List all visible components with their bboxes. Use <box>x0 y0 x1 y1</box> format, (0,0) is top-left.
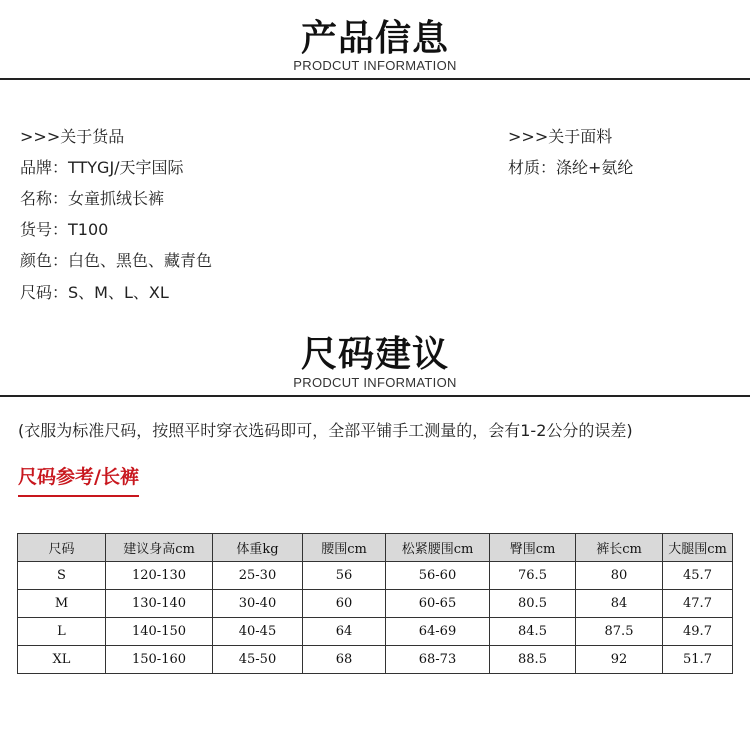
table-cell: 120-130 <box>106 562 213 590</box>
table-cell: 45-50 <box>213 646 303 674</box>
table-cell: 25-30 <box>213 562 303 590</box>
brand-line: 品牌：TTYGJ/天宇国际 <box>20 158 184 177</box>
size-table <box>17 533 733 674</box>
table-header-cell: 建议身高cm <box>106 534 213 562</box>
product-info-title: 产品信息 <box>300 18 449 59</box>
table-cell: 87.5 <box>576 618 663 646</box>
table-cell: 150-160 <box>106 646 213 674</box>
table-header-cell: 尺码 <box>18 534 106 562</box>
fabric-heading: >>>关于面料 <box>508 127 613 146</box>
table-header-cell: 体重kg <box>213 534 303 562</box>
table-cell: 56 <box>303 562 386 590</box>
item-number-line: 货号：T100 <box>20 220 109 239</box>
table-header-cell: 臀围cm <box>490 534 576 562</box>
table-cell: 130-140 <box>106 590 213 618</box>
table-cell: 60-65 <box>386 590 490 618</box>
section-divider <box>0 395 750 397</box>
measurement-note: (衣服为标准尺码，按照平时穿衣选码即可，全部平铺手工测量的，会有1-2公分的误差) <box>18 421 633 440</box>
size-advice-subtitle: PRODCUT INFORMATION <box>293 375 457 390</box>
table-cell: 68-73 <box>386 646 490 674</box>
table-cell: 47.7 <box>663 590 733 618</box>
table-cell: 68 <box>303 646 386 674</box>
table-cell: M <box>18 590 106 618</box>
size-reference-title: 尺码参考/长裤 <box>18 462 139 497</box>
size-line: 尺码：S、M、L、XL <box>20 283 169 302</box>
table-cell: 49.7 <box>663 618 733 646</box>
table-cell: 140-150 <box>106 618 213 646</box>
table-cell: 84 <box>576 590 663 618</box>
table-header-cell: 大腿围cm <box>663 534 733 562</box>
table-cell: 84.5 <box>490 618 576 646</box>
table-header-cell: 松紧腰围cm <box>386 534 490 562</box>
material-line: 材质：涤纶+氨纶 <box>508 158 634 177</box>
table-cell: 45.7 <box>663 562 733 590</box>
table-cell: 64 <box>303 618 386 646</box>
table-cell: 51.7 <box>663 646 733 674</box>
table-row <box>18 590 733 618</box>
table-cell: 80.5 <box>490 590 576 618</box>
table-cell: 64-69 <box>386 618 490 646</box>
product-info-subtitle: PRODCUT INFORMATION <box>293 58 457 73</box>
name-line: 名称：女童抓绒长裤 <box>20 189 165 208</box>
table-row <box>18 646 733 674</box>
goods-heading: >>>关于货品 <box>20 127 125 146</box>
table-cell: 92 <box>576 646 663 674</box>
table-cell: 40-45 <box>213 618 303 646</box>
table-cell: 76.5 <box>490 562 576 590</box>
table-header-row <box>18 534 733 562</box>
color-line: 颜色：白色、黑色、藏青色 <box>20 251 213 270</box>
table-header-cell: 裤长cm <box>576 534 663 562</box>
table-cell: 60 <box>303 590 386 618</box>
table-header-cell: 腰围cm <box>303 534 386 562</box>
table-cell: S <box>18 562 106 590</box>
table-cell: XL <box>18 646 106 674</box>
table-cell: 30-40 <box>213 590 303 618</box>
table-row <box>18 618 733 646</box>
size-advice-title: 尺码建议 <box>300 334 449 375</box>
table-cell: 80 <box>576 562 663 590</box>
section-divider <box>0 78 750 80</box>
table-cell: L <box>18 618 106 646</box>
table-cell: 88.5 <box>490 646 576 674</box>
table-row <box>18 562 733 590</box>
table-cell: 56-60 <box>386 562 490 590</box>
